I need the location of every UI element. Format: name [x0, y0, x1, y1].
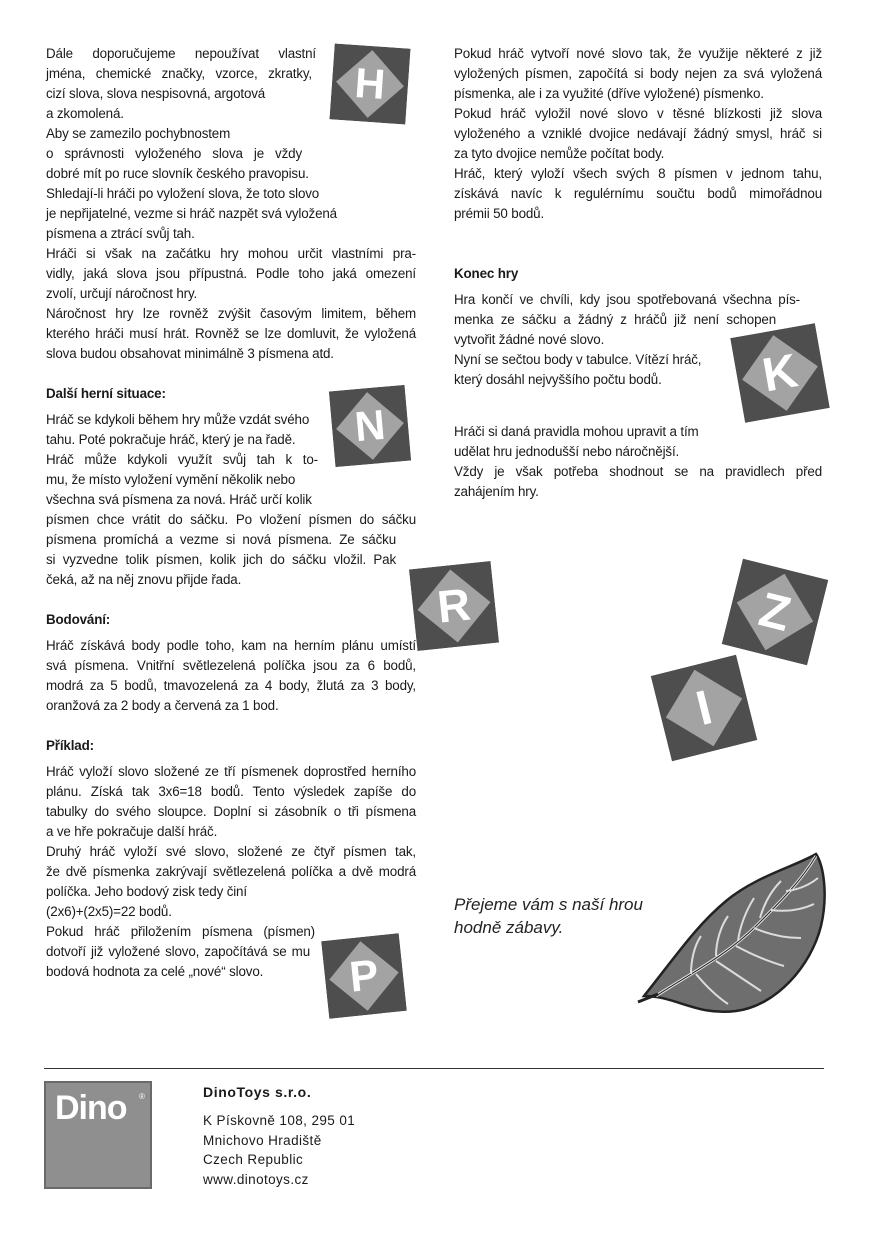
text-line: (2x6)+(2x5)=22 bodů.	[46, 904, 172, 919]
text-line: slova budou obsahovat minimálně 3 písmena atd.	[46, 346, 334, 361]
dino-logo	[44, 1081, 152, 1189]
text-line: a ve hře pokračuje další hráč.	[46, 824, 218, 839]
text-line: menka ze sáčku a žádný z hráčů již není schopen	[454, 312, 776, 327]
text-line: dotvoří již vyložené slovo, započítává se mu	[46, 944, 310, 959]
text-line: písmena promíchá a vezme si nová písmena. Ze sáčku	[46, 532, 396, 547]
text-line: zahájením hry.	[454, 484, 539, 499]
text-line: který dosáhl nejvyššího počtu bodů.	[454, 372, 662, 387]
text-line: Druhý hráč vyloží své slovo, složené ze čtyř písmen tak,	[46, 844, 416, 859]
letter-tile-p	[325, 937, 403, 1015]
svg-text:H: H	[353, 59, 387, 109]
text-line: Náročnost hry lze rovněž zvýšit časovým limitem, během	[46, 306, 416, 321]
text-line: kterého hráči musí hrát. Rovněž se lze domluvit, že vyložená	[46, 326, 416, 341]
letter-tile-i	[660, 664, 748, 752]
text-line: Pokud hráč přiložením písmena (písmen)	[46, 924, 315, 939]
registered-mark: ®	[139, 1092, 145, 1101]
text-line: čeká, až na něj znovu přijde řada.	[46, 572, 242, 587]
svg-text:N: N	[352, 400, 388, 451]
text-line: o správnosti vyloženého slova je vždy	[46, 146, 302, 161]
text-line: písmen chce vrátit do sáčku. Po vložení písmen do sáčku	[46, 512, 416, 527]
text-line: Hráči si daná pravidla mohou upravit a tím	[454, 424, 699, 439]
section-heading-scoring: Bodování:	[46, 612, 111, 627]
website-link[interactable]: www.dinotoys.cz	[203, 1171, 309, 1187]
address-line: Mnichovo Hradiště	[203, 1132, 322, 1148]
text-line: získává navíc k regulérnímu součtu bodů mimořádnou	[454, 186, 822, 201]
svg-text:K: K	[758, 344, 802, 403]
text-line: svá písmena. Vnitřní světlezelená políčka jsou za 6 bodů,	[46, 658, 416, 673]
text-line: vidly, jaká slova jsou přípustná. Podle toho jaká omezení	[46, 266, 416, 281]
text-line: cizí slova, slova nespisovná, argotová	[46, 86, 266, 101]
letter-tile-k	[737, 330, 823, 416]
text-line: tabulky do svého sloupce. Doplní si zásobník o tři písmena	[46, 804, 416, 819]
text-line: jména, chemické značky, vzorce, zkratky,	[46, 66, 312, 81]
text-line: bodová hodnota za celé „nové“ slovo.	[46, 964, 264, 979]
text-line: Hráč získává body podle toho, kam na herním plánu umístí	[46, 638, 416, 653]
section-heading-end: Konec hry	[454, 266, 519, 281]
text-line: za tyto dvojice nemůže počítat body.	[454, 146, 665, 161]
text-line: Nyní se sečtou body v tabulce. Vítězí hráč,	[454, 352, 702, 367]
text-line: prémii 50 bodů.	[454, 206, 545, 221]
text-line: Aby se zamezilo pochybnostem	[46, 126, 231, 141]
text-line: si vyzvedne tolik písmen, kolik jich do sáčku vložil. Pak	[46, 552, 396, 567]
closing-wish	[454, 893, 643, 939]
text-line: Shledají-li hráči po vyložení slova, že toto slovo	[46, 186, 320, 201]
svg-text:Z: Z	[754, 582, 796, 642]
leaf-icon	[636, 846, 836, 1031]
text-line: Hráči si však na začátku hry mohou určit vlastními pra-	[46, 246, 416, 261]
text-line: písmenka, ale i za využité (dříve vyložené) písmenko.	[454, 86, 764, 101]
text-line: vyložených písmen, započítá si body nejen za svá vyložená	[454, 66, 822, 81]
wish-line: hodně zábavy.	[454, 918, 564, 937]
svg-text:I: I	[690, 680, 718, 737]
text-line: Hráč se kdykoli během hry může vzdát svého	[46, 412, 310, 427]
text-line: Dále doporučujeme nepoužívat vlastní	[46, 46, 316, 61]
right-column	[454, 44, 822, 502]
wish-line: Přejeme vám s naší hrou	[454, 895, 643, 914]
letter-tile-n	[332, 388, 408, 464]
text-line: písmena a ztrácí svůj tah.	[46, 226, 195, 241]
address-line: Czech Republic	[203, 1152, 304, 1167]
company-address	[203, 1111, 355, 1189]
left-column	[46, 44, 416, 982]
logo-text: Dino	[55, 1089, 127, 1127]
letter-tile-r	[413, 565, 495, 647]
text-line: vytvořit žádné nové slovo.	[454, 332, 605, 347]
text-line: že dvě písmenka zakrývají světlezelená políčka a dvě modrá	[46, 864, 416, 879]
text-line: mu, že místo vyložení vymění několik nebo	[46, 472, 296, 487]
text-line: Hráč vyloží slovo složené ze tří písmenek doprostřed herního	[46, 764, 416, 779]
text-line: Hráč, který vyloží všech svých 8 písmen v jednom tahu,	[454, 166, 822, 181]
text-line: Pokud hráč vytvoří nové slovo tak, že využije některé z již	[454, 46, 822, 61]
text-line: vyloženého a vzniklé dvojice nedávají žádný smysl, hráč si	[454, 126, 822, 141]
text-line: udělat hru jednodušší nebo náročnější.	[454, 444, 680, 459]
svg-text:P: P	[347, 950, 381, 1002]
text-line: tahu. Poté pokračuje hráč, který je na řadě.	[46, 432, 296, 447]
text-line: je nepřijatelné, vezme si hráč nazpět svá vyložená	[46, 206, 337, 221]
company-name: DinoToys s.r.o.	[203, 1084, 312, 1100]
text-line: Hráč může kdykoli využít svůj tah k to-	[46, 452, 318, 467]
letter-tile-h	[332, 46, 408, 122]
text-line: modrá za 5 bodů, tmavozelená za 4 body, žlutá za 3 body,	[46, 678, 416, 693]
text-line: Pokud hráč vyložil nové slovo v těsné blízkosti již slova	[454, 106, 822, 121]
text-line: Hra končí ve chvíli, kdy jsou spotřebovaná všechna pís-	[454, 292, 800, 307]
text-line: plánu. Získá tak 3x6=18 bodů. Tento výsledek zapíše do	[46, 784, 416, 799]
svg-text:R: R	[435, 578, 473, 633]
letter-tile-z	[731, 568, 819, 656]
text-line: zvolí, určují náročnost hry.	[46, 286, 198, 301]
section-heading-situations: Další herní situace:	[46, 386, 166, 401]
text-line: oranžová za 2 body a červená za 1 bod.	[46, 698, 279, 713]
text-line: dobré mít po ruce slovník českého pravopisu.	[46, 166, 309, 181]
footer-divider	[44, 1068, 824, 1069]
address-line: K Pískovně 108, 295 01	[203, 1113, 356, 1128]
text-line: všechna svá písmena za nová. Hráč určí kolik	[46, 492, 312, 507]
text-line: a zkomolená.	[46, 106, 124, 121]
section-heading-example: Příklad:	[46, 738, 94, 753]
text-line: Vždy je však potřeba shodnout se na pravidlech před	[454, 464, 822, 479]
text-line: políčka. Jeho bodový zisk tedy činí	[46, 884, 247, 899]
